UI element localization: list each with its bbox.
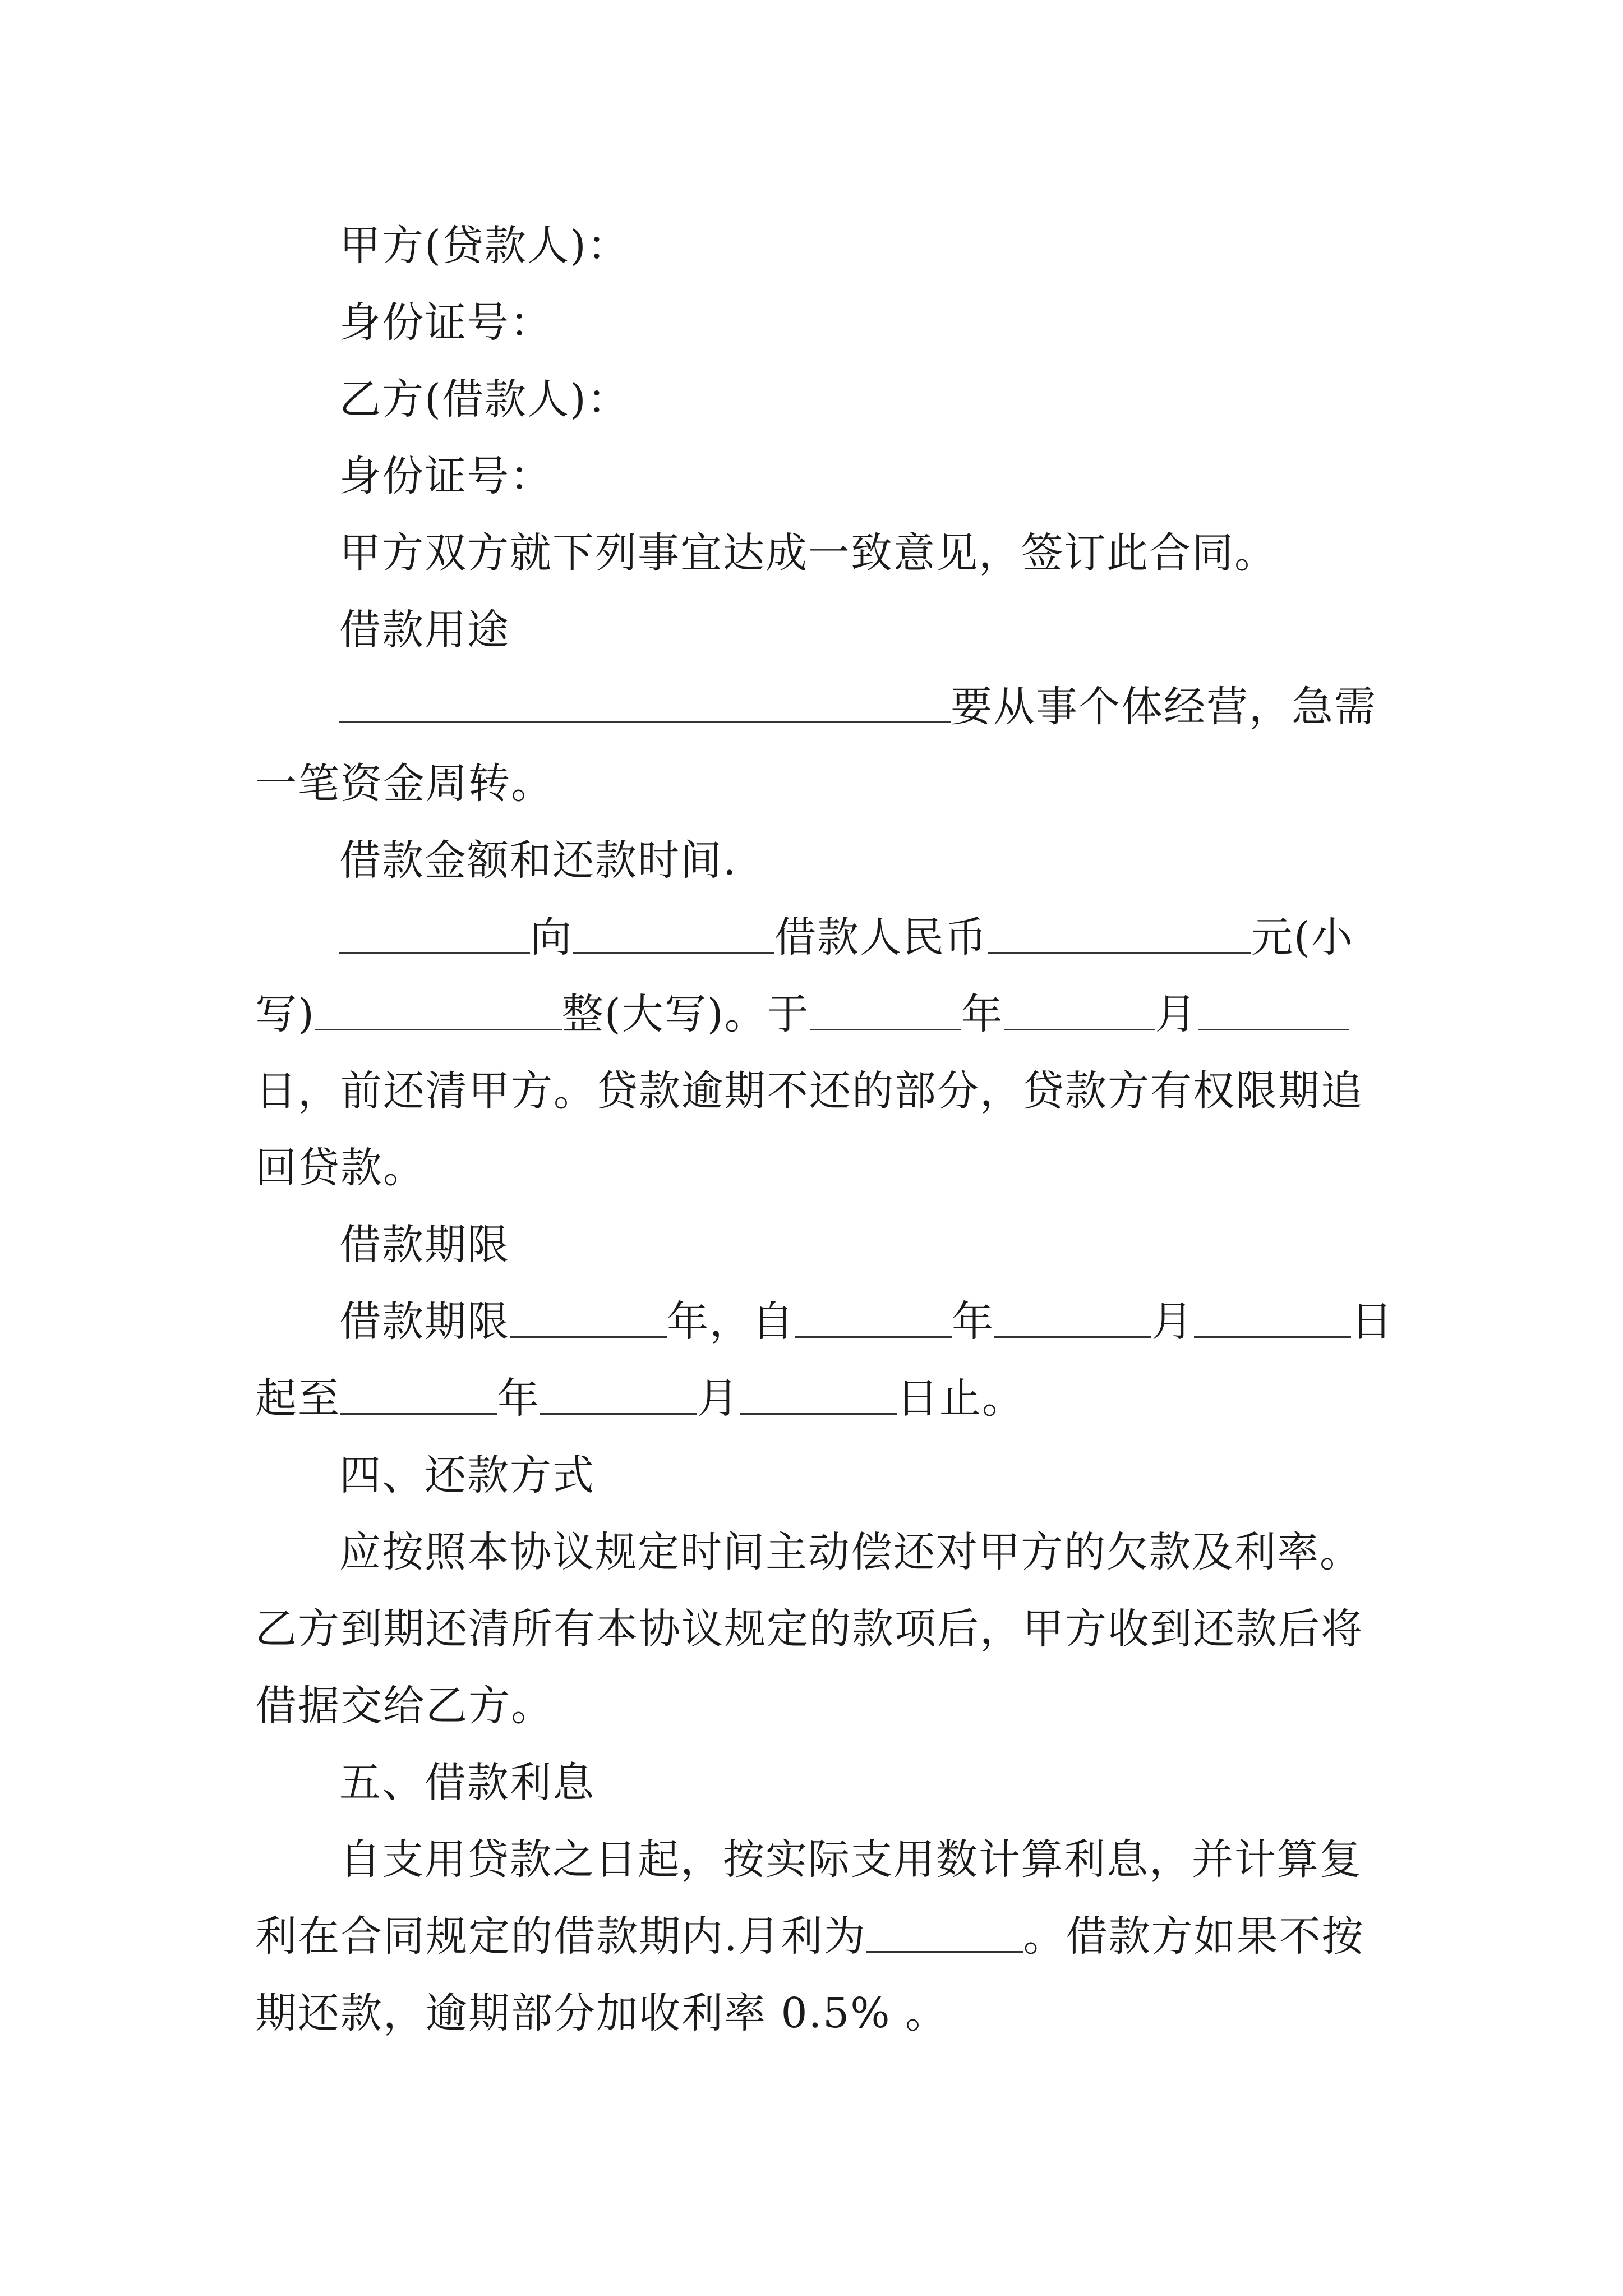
borrower-blank[interactable] bbox=[573, 918, 774, 954]
party-a-line bbox=[255, 208, 1382, 284]
contract-page bbox=[255, 208, 1394, 2052]
section-purpose-heading: 借款用途 bbox=[339, 606, 510, 654]
monthly-rate-blank[interactable] bbox=[866, 1917, 1023, 1953]
term-limit-text: 借款期限 bbox=[339, 1297, 510, 1346]
repayment-text-1: 应按照本协议规定时间主动偿还对甲方的欠款及利率。 bbox=[339, 1528, 1362, 1576]
party-a-label: 甲方(贷款人)： bbox=[339, 222, 630, 270]
term-nian-zi-text: 年，自 bbox=[667, 1297, 795, 1346]
interest-line-3 bbox=[255, 1975, 1382, 2052]
party-b-line bbox=[255, 361, 1382, 438]
repayment-line-3 bbox=[255, 1668, 1382, 1745]
amount-capital-blank[interactable] bbox=[315, 995, 562, 1030]
section-interest-heading: 五、借款利息 bbox=[339, 1759, 595, 1807]
end-year-blank[interactable] bbox=[340, 1379, 497, 1415]
repay-day-blank[interactable] bbox=[1198, 995, 1349, 1030]
start-year-blank[interactable] bbox=[795, 1303, 952, 1338]
section-repayment-heading: 四、还款方式 bbox=[339, 1451, 595, 1499]
repayment-line-2 bbox=[255, 1591, 1382, 1668]
section-repayment-title bbox=[255, 1437, 1382, 1514]
term-end-nian-text: 年 bbox=[497, 1374, 540, 1423]
purpose-text-b: 一笔资金周转。 bbox=[255, 760, 554, 808]
interest-line-2 bbox=[255, 1898, 1382, 1975]
amount-line-2 bbox=[255, 976, 1382, 1053]
amount-text-4: 回贷款。 bbox=[255, 1144, 426, 1192]
term-qizhi-text: 起至 bbox=[255, 1374, 340, 1423]
end-month-blank[interactable] bbox=[540, 1379, 697, 1415]
section-amount-heading: 借款金额和还款时间. bbox=[339, 836, 737, 885]
amount-small-blank[interactable] bbox=[988, 918, 1251, 954]
nian-text: 年 bbox=[961, 990, 1004, 1038]
interest-text-2b: 。借款方如果不按 bbox=[1023, 1912, 1364, 1961]
repayment-text-2: 乙方到期还清所有本协议规定的款项后，甲方收到还款后将 bbox=[255, 1605, 1363, 1653]
term-rizhi-text: 日止。 bbox=[897, 1374, 1025, 1423]
term-yue-text: 月 bbox=[1151, 1297, 1194, 1346]
repay-year-blank[interactable] bbox=[810, 995, 961, 1030]
term-nian-text: 年 bbox=[952, 1297, 994, 1346]
id-b-line bbox=[255, 438, 1382, 515]
agreement-text: 甲方双方就下列事宜达成一致意见，签订此合同。 bbox=[339, 529, 1277, 577]
party-b-label: 乙方(借款人)： bbox=[339, 375, 630, 424]
purpose-text-a: 要从事个体经营，急需 bbox=[951, 683, 1377, 731]
yue-text: 月 bbox=[1155, 990, 1198, 1038]
section-amount-title bbox=[255, 822, 1382, 899]
term-ri-text: 日 bbox=[1351, 1297, 1394, 1346]
section-term-heading: 借款期限 bbox=[339, 1221, 510, 1269]
amount-line-1 bbox=[255, 899, 1382, 976]
section-term-title bbox=[255, 1207, 1382, 1283]
yuan-text: 元(小 bbox=[1251, 913, 1354, 961]
interest-text-1: 自支用贷款之日起，按实际支用数计算利息，并计算复 bbox=[339, 1835, 1362, 1884]
term-line-1 bbox=[255, 1283, 1394, 1360]
term-end-yue-text: 月 bbox=[697, 1374, 740, 1423]
agreement-line bbox=[255, 515, 1382, 592]
interest-text-2a: 利在合同规定的借款期内.月利为 bbox=[255, 1912, 866, 1961]
repayment-line-1 bbox=[255, 1514, 1382, 1591]
xie-text: 写) bbox=[255, 990, 315, 1038]
repay-month-blank[interactable] bbox=[1004, 995, 1155, 1030]
borrow-rmb-text: 借款人民币 bbox=[774, 913, 988, 961]
section-interest-title bbox=[255, 1745, 1382, 1821]
purpose-blank[interactable] bbox=[339, 688, 951, 723]
term-line-2 bbox=[255, 1360, 1382, 1437]
start-month-blank[interactable] bbox=[994, 1303, 1151, 1338]
amount-line-4 bbox=[255, 1130, 1382, 1207]
xiang-text: 向 bbox=[530, 913, 573, 961]
section-purpose-title bbox=[255, 592, 1382, 669]
id-a-label: 身份证号： bbox=[339, 298, 552, 347]
amount-line-3 bbox=[255, 1053, 1382, 1130]
end-day-blank[interactable] bbox=[740, 1379, 897, 1415]
id-b-label: 身份证号： bbox=[339, 452, 552, 500]
purpose-line-1 bbox=[255, 669, 1382, 746]
interest-text-3: 期还款，逾期部分加收利率 0.5% 。 bbox=[255, 1989, 948, 2037]
repayment-text-3: 借据交给乙方。 bbox=[255, 1682, 554, 1730]
start-day-blank[interactable] bbox=[1194, 1303, 1351, 1338]
interest-line-1 bbox=[255, 1821, 1382, 1898]
amount-text-3: 日，前还清甲方。贷款逾期不还的部分，贷款方有权限期追 bbox=[255, 1067, 1363, 1115]
lender-blank[interactable] bbox=[339, 918, 530, 954]
id-a-line bbox=[255, 284, 1382, 361]
zheng-text: 整(大写)。于 bbox=[561, 990, 810, 1038]
purpose-line-2 bbox=[255, 746, 1382, 822]
term-years-blank[interactable] bbox=[510, 1303, 667, 1338]
